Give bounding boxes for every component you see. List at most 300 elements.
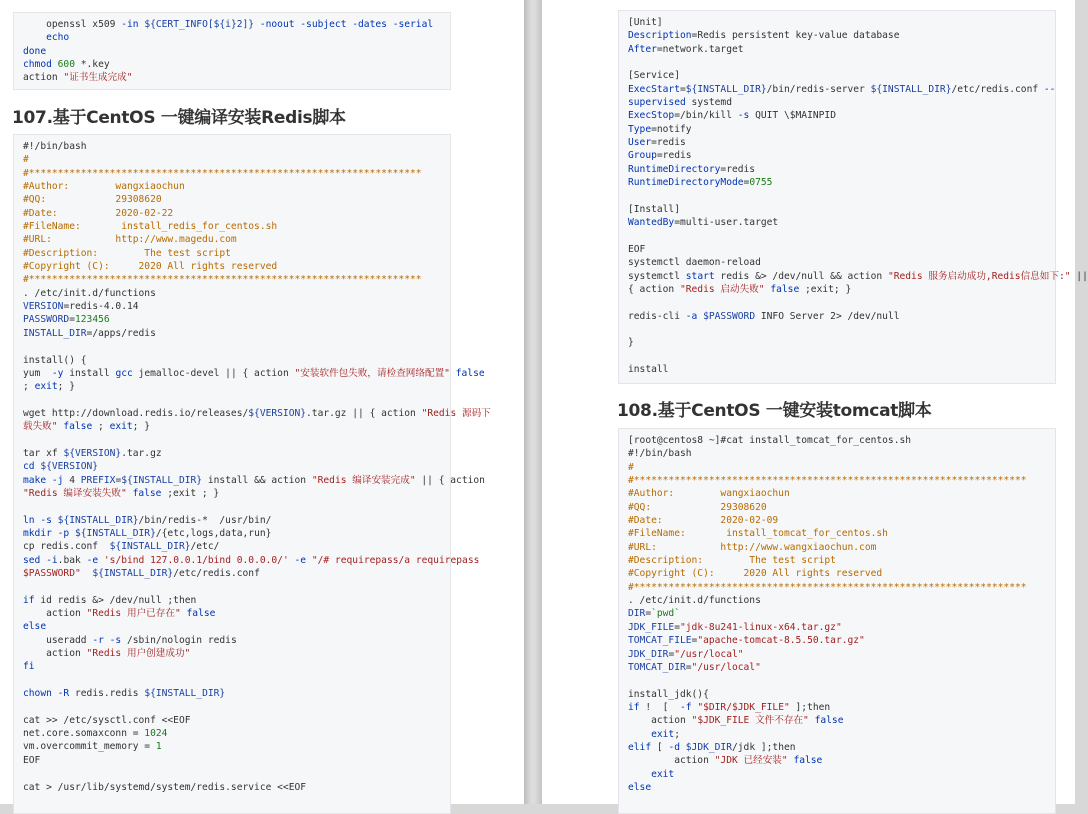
code-token: #!/bin/bash bbox=[23, 141, 87, 152]
code-line bbox=[23, 500, 450, 513]
code-line bbox=[628, 461, 1055, 474]
code-token: JDK_FILE bbox=[628, 621, 675, 633]
code-token: =notify bbox=[651, 123, 692, 135]
code-token: "Redis 源码下 bbox=[421, 407, 491, 419]
code-token: action bbox=[628, 715, 692, 727]
code-token: =network.target bbox=[656, 43, 744, 55]
code-line bbox=[23, 247, 450, 260]
code-token: = bbox=[674, 621, 680, 633]
code-token: .tar.gz bbox=[121, 447, 162, 459]
code-line bbox=[628, 56, 1055, 69]
code-token: /etc/redis.conf bbox=[951, 83, 1044, 95]
code-line bbox=[628, 336, 1055, 349]
code-token: EOF bbox=[23, 754, 41, 766]
code-token: exit bbox=[109, 421, 133, 433]
code-token: #FileName: install_redis_for_centos.sh bbox=[23, 221, 278, 233]
code-line bbox=[23, 700, 450, 713]
code-token: #URL: http://www.wangxiaochun.com bbox=[628, 541, 877, 553]
code-token: start bbox=[685, 270, 715, 282]
code-token: "证书生成完成" bbox=[63, 72, 133, 84]
code-token: if bbox=[23, 594, 41, 606]
code-token: After bbox=[628, 43, 657, 55]
code-token: EOF bbox=[628, 243, 646, 255]
code-token: #Description: The test script bbox=[23, 247, 231, 259]
code-line bbox=[23, 31, 450, 44]
code-line bbox=[628, 434, 1055, 447]
code-token: -y bbox=[51, 367, 64, 379]
code-token: `pwd` bbox=[651, 608, 680, 620]
code-line bbox=[23, 420, 450, 433]
code-token: #FileName: install_tomcat_for_centos.sh bbox=[628, 528, 888, 540]
code-token: 0755 bbox=[749, 177, 773, 189]
code-token: #Copyright (C): 2020 All rights reserved bbox=[23, 261, 278, 273]
code-token: .bak bbox=[57, 554, 87, 566]
code-token: chmod bbox=[23, 59, 58, 71]
code-line bbox=[23, 313, 450, 326]
heading-107: 107.基于CentOS 一键编译安装Redis脚本 bbox=[12, 108, 346, 128]
code-line bbox=[23, 781, 450, 794]
code-token: TOMCAT_DIR bbox=[628, 661, 686, 673]
code-token: cd bbox=[23, 461, 41, 473]
code-line bbox=[628, 350, 1055, 363]
code-line bbox=[23, 460, 450, 473]
code-line bbox=[23, 287, 450, 300]
code-token: openssl x509 bbox=[23, 19, 122, 30]
code-token: sed bbox=[23, 554, 47, 566]
code-token: 123456 bbox=[75, 314, 110, 326]
code-token: ${INSTALL_DIR} bbox=[144, 688, 226, 700]
code-line bbox=[23, 580, 450, 593]
code-line bbox=[628, 136, 1055, 149]
code-line bbox=[23, 660, 450, 673]
code-token: Type bbox=[628, 123, 652, 135]
code-token: =/bin/kill bbox=[674, 110, 738, 122]
code-token: #******************************************************************** bbox=[23, 274, 422, 286]
code-token: install && action bbox=[202, 474, 312, 486]
code-token: false bbox=[455, 367, 485, 379]
code-line bbox=[23, 767, 450, 780]
right-page bbox=[542, 0, 1088, 804]
code-token: # bbox=[23, 154, 29, 166]
code-token: -a bbox=[685, 310, 698, 322]
code-token: =/apps/redis bbox=[86, 327, 156, 339]
code-token: || { action bbox=[415, 474, 485, 486]
code-line bbox=[628, 648, 1055, 661]
code-token: "$DIR/$JDK_FILE" bbox=[697, 701, 790, 713]
code-token: [Service] bbox=[628, 70, 680, 82]
code-token: || bbox=[1070, 270, 1088, 282]
code-token: /etc/ bbox=[190, 541, 220, 553]
code-token: "jdk-8u241-linux-x64.tar.gz" bbox=[680, 621, 842, 633]
code-token: false bbox=[63, 421, 93, 433]
code-token: systemctl bbox=[628, 270, 686, 282]
code-token: =redis bbox=[656, 150, 692, 162]
code-line bbox=[23, 487, 450, 500]
code-line bbox=[628, 29, 1055, 42]
code-token: ${VERSION} bbox=[63, 447, 122, 459]
code-token: /etc/redis.conf bbox=[173, 568, 260, 579]
code-token: .tar.gz || { action bbox=[306, 407, 422, 419]
code-token: ${INSTALL_DIR} bbox=[75, 527, 156, 539]
code-line bbox=[628, 768, 1055, 781]
code-line bbox=[628, 310, 1055, 323]
code-line bbox=[628, 109, 1055, 122]
code-line bbox=[23, 340, 450, 353]
code-token: -d bbox=[668, 741, 680, 753]
code-line bbox=[23, 594, 450, 607]
code-token: *.key bbox=[74, 59, 110, 71]
code-token: ; bbox=[92, 421, 110, 433]
code-token: $JDK_DIR bbox=[685, 741, 732, 753]
code-token: #!/bin/bash bbox=[628, 448, 692, 460]
code-token: "Redis 启动失败" bbox=[679, 283, 765, 295]
heading-108: 108.基于CentOS 一键安装tomcat脚本 bbox=[617, 401, 932, 421]
code-token: ;exit; } bbox=[799, 283, 852, 295]
code-token: #Author: wangxiaochun bbox=[628, 488, 790, 500]
code-token: #Copyright (C): 2020 All rights reserved bbox=[628, 568, 883, 580]
code-token: ${INSTALL_DIR} bbox=[57, 514, 139, 526]
code-line bbox=[23, 514, 450, 527]
code-token: "Redis 用户创建成功" bbox=[86, 648, 191, 660]
code-line bbox=[628, 96, 1055, 109]
code-line bbox=[23, 71, 450, 84]
code-token: ];then bbox=[789, 701, 831, 713]
code-token: = bbox=[691, 635, 698, 647]
code-token: id redis &> /dev/null ;then bbox=[40, 594, 197, 606]
code-token: "Redis 用户已存在" bbox=[86, 608, 181, 620]
code-line bbox=[23, 607, 450, 620]
code-line bbox=[23, 727, 450, 740]
code-token: install bbox=[63, 367, 116, 379]
code-line bbox=[628, 741, 1055, 754]
code-token: =redis-4.0.14 bbox=[63, 301, 139, 313]
code-token: WantedBy bbox=[628, 217, 675, 229]
code-line bbox=[23, 740, 450, 753]
code-token: # bbox=[628, 461, 634, 473]
code-token: =redis bbox=[720, 163, 756, 175]
code-token: -s bbox=[109, 634, 122, 646]
code-line bbox=[23, 567, 450, 580]
code-token: ExecStart bbox=[628, 83, 680, 95]
code-line bbox=[23, 647, 450, 660]
code-token: -s bbox=[40, 514, 52, 526]
code-token: 's/bind 127.0.0.1/bind 0.0.0.0/' bbox=[103, 554, 289, 566]
code-token: [Unit] bbox=[628, 17, 663, 28]
code-line bbox=[23, 554, 480, 567]
code-token: #QQ: 29308620 bbox=[628, 501, 767, 513]
code-line bbox=[628, 474, 1055, 487]
code-token: #******************************************************************** bbox=[23, 167, 422, 179]
code-token: TOMCAT_FILE bbox=[628, 635, 692, 647]
code-token: #Date: 2020-02-22 bbox=[23, 207, 174, 219]
code-line bbox=[23, 45, 450, 58]
code-token: action bbox=[23, 72, 64, 84]
code-token: jemalloc-devel || { action bbox=[132, 367, 295, 379]
code-token: cp redis.conf bbox=[23, 541, 110, 553]
code-token: = bbox=[645, 608, 652, 620]
code-token: false bbox=[793, 755, 823, 767]
code-line bbox=[23, 394, 450, 407]
code-token: =redis bbox=[651, 137, 686, 149]
code-line bbox=[628, 149, 1055, 162]
code-token: QUIT \$MAINPID bbox=[749, 110, 836, 122]
code-token: if bbox=[628, 701, 646, 713]
code-line bbox=[628, 541, 1055, 554]
code-token: "/usr/local" bbox=[674, 648, 744, 660]
code-line bbox=[23, 193, 450, 206]
code-line bbox=[628, 487, 1055, 500]
code-line bbox=[23, 540, 450, 553]
code-token: "Redis 服务启动成功,Redis信息如下:" bbox=[887, 270, 1071, 282]
code-line bbox=[628, 123, 1055, 136]
code-token: false bbox=[814, 715, 844, 727]
code-token: = bbox=[743, 177, 750, 189]
code-token: "/# requirepass/a requirepass bbox=[311, 554, 480, 566]
code-line bbox=[23, 714, 450, 727]
code-token: #Author: wangxiaochun bbox=[23, 181, 185, 193]
code-token: /sbin/nologin redis bbox=[121, 634, 237, 646]
code-line bbox=[628, 781, 1055, 794]
code-line bbox=[628, 621, 1055, 634]
code-line bbox=[628, 581, 1055, 594]
code-token: done bbox=[23, 45, 47, 57]
code-line bbox=[628, 270, 1088, 283]
code-token: "Redis 编译安装完成" bbox=[311, 474, 416, 486]
code-line bbox=[23, 447, 450, 460]
code-token: yum bbox=[23, 367, 52, 379]
code-line bbox=[628, 701, 1055, 714]
code-line bbox=[628, 567, 1055, 580]
code-line bbox=[628, 189, 1055, 202]
code-token: ; } bbox=[57, 381, 75, 393]
code-token: -- bbox=[1043, 83, 1056, 95]
code-token: gcc bbox=[115, 367, 133, 379]
code-line bbox=[628, 256, 1055, 269]
code-line bbox=[23, 687, 450, 700]
code-token: install() { bbox=[23, 354, 87, 366]
code-token: ; } bbox=[132, 421, 150, 433]
code-line bbox=[628, 554, 1055, 567]
code-token: User bbox=[628, 137, 652, 149]
code-token: /{etc,logs,data,run} bbox=[155, 527, 272, 539]
right-top-code-block bbox=[618, 10, 1088, 384]
code-line bbox=[628, 203, 1055, 216]
code-token: action bbox=[628, 755, 715, 767]
code-token: /jdk ];then bbox=[732, 741, 796, 753]
code-line bbox=[23, 474, 485, 487]
code-token: INSTALL_DIR bbox=[23, 327, 87, 339]
code-token: install bbox=[628, 363, 669, 375]
code-token: vm.overcommit_memory = bbox=[23, 741, 156, 753]
code-token: #URL: http://www.magedu.com bbox=[23, 234, 237, 246]
code-token: exit bbox=[628, 728, 675, 740]
code-token: systemd bbox=[685, 97, 732, 109]
code-token: net.core.somaxconn = bbox=[23, 728, 145, 740]
code-token: 载失败" bbox=[23, 421, 58, 433]
code-token: Group bbox=[628, 150, 657, 162]
code-token: /bin/redis-* /usr/bin/ bbox=[138, 514, 272, 526]
code-token: "安装软件包失败，请检查网络配置" bbox=[294, 367, 450, 379]
code-token: ${INSTALL_DIR} bbox=[870, 83, 952, 95]
code-token: -noout -subject -dates -serial bbox=[259, 19, 434, 30]
code-line bbox=[23, 167, 450, 180]
code-token: ;exit ; } bbox=[161, 487, 220, 499]
code-line bbox=[23, 207, 450, 220]
code-line bbox=[628, 176, 1055, 189]
left-page bbox=[0, 0, 524, 804]
code-line bbox=[23, 754, 450, 767]
code-line bbox=[23, 434, 450, 447]
code-token: /bin/redis-server bbox=[766, 83, 871, 95]
code-token: . /etc/init.d/functions bbox=[628, 595, 761, 607]
code-token: redis.redis bbox=[69, 688, 145, 700]
code-token: "/usr/local" bbox=[691, 661, 761, 673]
code-token: ln bbox=[23, 514, 41, 526]
code-line bbox=[628, 447, 1055, 460]
code-token: [Install] bbox=[628, 203, 680, 215]
code-token: make bbox=[23, 474, 52, 486]
code-token: INFO Server 2> /dev/null bbox=[755, 310, 900, 322]
page-gutter bbox=[524, 0, 542, 804]
code-token: ${VERSION} bbox=[248, 407, 307, 419]
code-token: else bbox=[23, 621, 47, 633]
code-line bbox=[23, 180, 450, 193]
code-line bbox=[23, 367, 485, 380]
left-main-code-block bbox=[13, 134, 491, 814]
code-token: ${INSTALL_DIR} bbox=[92, 568, 174, 579]
code-token: ExecStop bbox=[628, 110, 675, 122]
code-token: fi bbox=[23, 661, 35, 673]
code-token: #Description: The test script bbox=[628, 555, 836, 567]
code-token: systemctl daemon-reload bbox=[628, 257, 761, 269]
code-token: -s bbox=[737, 110, 750, 122]
code-line bbox=[23, 620, 450, 633]
code-token: "Redis 编译安装失败" bbox=[23, 487, 127, 499]
code-token: ${INSTALL_DIR} bbox=[121, 474, 203, 486]
code-token bbox=[81, 568, 93, 579]
code-token: useradd bbox=[23, 634, 93, 646]
code-token: } bbox=[628, 337, 634, 349]
code-token: = bbox=[668, 648, 675, 660]
code-token: -R bbox=[57, 688, 70, 700]
code-token: 600 bbox=[57, 59, 75, 71]
code-line bbox=[23, 327, 450, 340]
code-line bbox=[628, 728, 1055, 741]
code-token: $PASSWORD bbox=[703, 310, 756, 322]
code-line bbox=[628, 69, 1055, 82]
code-line bbox=[628, 243, 1055, 256]
code-line bbox=[628, 661, 1055, 674]
code-line bbox=[628, 634, 1055, 647]
code-token: false bbox=[186, 608, 216, 620]
code-line bbox=[23, 527, 450, 540]
code-line bbox=[628, 688, 1055, 701]
code-token: Description bbox=[628, 30, 692, 42]
code-token: ${INSTALL_DIR} bbox=[109, 541, 191, 553]
code-token: #Date: 2020-02-09 bbox=[628, 515, 779, 527]
code-line bbox=[23, 300, 450, 313]
code-token: JDK_DIR bbox=[628, 648, 669, 660]
code-token: 1024 bbox=[144, 728, 168, 740]
code-token: supervised bbox=[628, 97, 686, 109]
code-token: tar xf bbox=[23, 447, 64, 459]
code-token: ${CERT_INFO[${i}2]} bbox=[144, 19, 255, 30]
code-token: -j bbox=[51, 474, 64, 486]
code-token: 4 bbox=[63, 474, 81, 486]
code-line bbox=[23, 140, 450, 153]
code-token: redis &> /dev/null && action bbox=[714, 270, 888, 282]
code-token: RuntimeDirectory bbox=[628, 163, 721, 175]
code-token: =Redis persistent key-value database bbox=[691, 30, 900, 42]
code-line bbox=[23, 407, 491, 420]
code-line bbox=[628, 674, 1055, 687]
code-line bbox=[23, 354, 450, 367]
code-token: cat >> /etc/sysctl.conf <<EOF bbox=[23, 714, 191, 726]
code-token: wget http://download.redis.io/releases/ bbox=[23, 407, 249, 419]
code-line bbox=[628, 527, 1055, 540]
code-token: PREFIX bbox=[80, 474, 116, 486]
code-token: elif bbox=[628, 741, 652, 753]
code-token: -in bbox=[121, 19, 139, 30]
code-token: -f bbox=[679, 701, 692, 713]
code-token: = bbox=[69, 314, 75, 326]
code-token: VERSION bbox=[23, 301, 64, 313]
code-line bbox=[23, 634, 450, 647]
code-token: ; bbox=[23, 381, 35, 393]
code-token: = bbox=[685, 661, 692, 673]
code-token: #QQ: 29308620 bbox=[23, 194, 162, 206]
code-token: RuntimeDirectoryMode bbox=[628, 177, 744, 189]
code-line bbox=[23, 220, 450, 233]
code-token: = bbox=[679, 83, 686, 95]
code-token: cat > /usr/lib/systemd/system/redis.service <<EOF bbox=[23, 781, 307, 793]
code-line bbox=[23, 233, 450, 246]
code-token: echo bbox=[23, 32, 70, 44]
code-line bbox=[23, 380, 450, 393]
code-token: mkdir bbox=[23, 527, 58, 539]
code-line bbox=[23, 674, 450, 687]
code-line bbox=[628, 363, 1055, 376]
code-token: $PASSWORD" bbox=[23, 568, 81, 579]
right-main-code-block bbox=[618, 428, 1056, 814]
code-token: "apache-tomcat-8.5.50.tar.gz" bbox=[697, 635, 865, 647]
code-line bbox=[628, 714, 1055, 727]
code-token: -e bbox=[86, 554, 99, 566]
code-line bbox=[628, 216, 1055, 229]
code-token: action bbox=[23, 648, 87, 660]
code-line bbox=[23, 260, 450, 273]
code-token: [ bbox=[651, 741, 669, 753]
code-token: "$JDK_FILE 文件不存在" bbox=[691, 715, 809, 727]
code-token: = bbox=[115, 474, 122, 486]
code-line bbox=[628, 230, 1055, 243]
code-line bbox=[628, 323, 1055, 336]
code-token: install_jdk(){ bbox=[628, 688, 709, 700]
code-token: -p bbox=[57, 527, 70, 539]
code-token: #******************************************************************** bbox=[628, 581, 1027, 593]
code-line bbox=[628, 16, 1055, 29]
code-line bbox=[628, 83, 1055, 96]
code-line bbox=[23, 273, 450, 286]
code-line bbox=[23, 153, 450, 166]
code-token: ! [ bbox=[645, 701, 680, 713]
code-line bbox=[628, 594, 1055, 607]
code-line bbox=[628, 607, 1055, 620]
code-token: ; bbox=[674, 728, 680, 740]
code-token: . /etc/init.d/functions bbox=[23, 287, 156, 299]
code-token: else bbox=[628, 781, 652, 793]
code-token: 1 bbox=[155, 741, 162, 753]
